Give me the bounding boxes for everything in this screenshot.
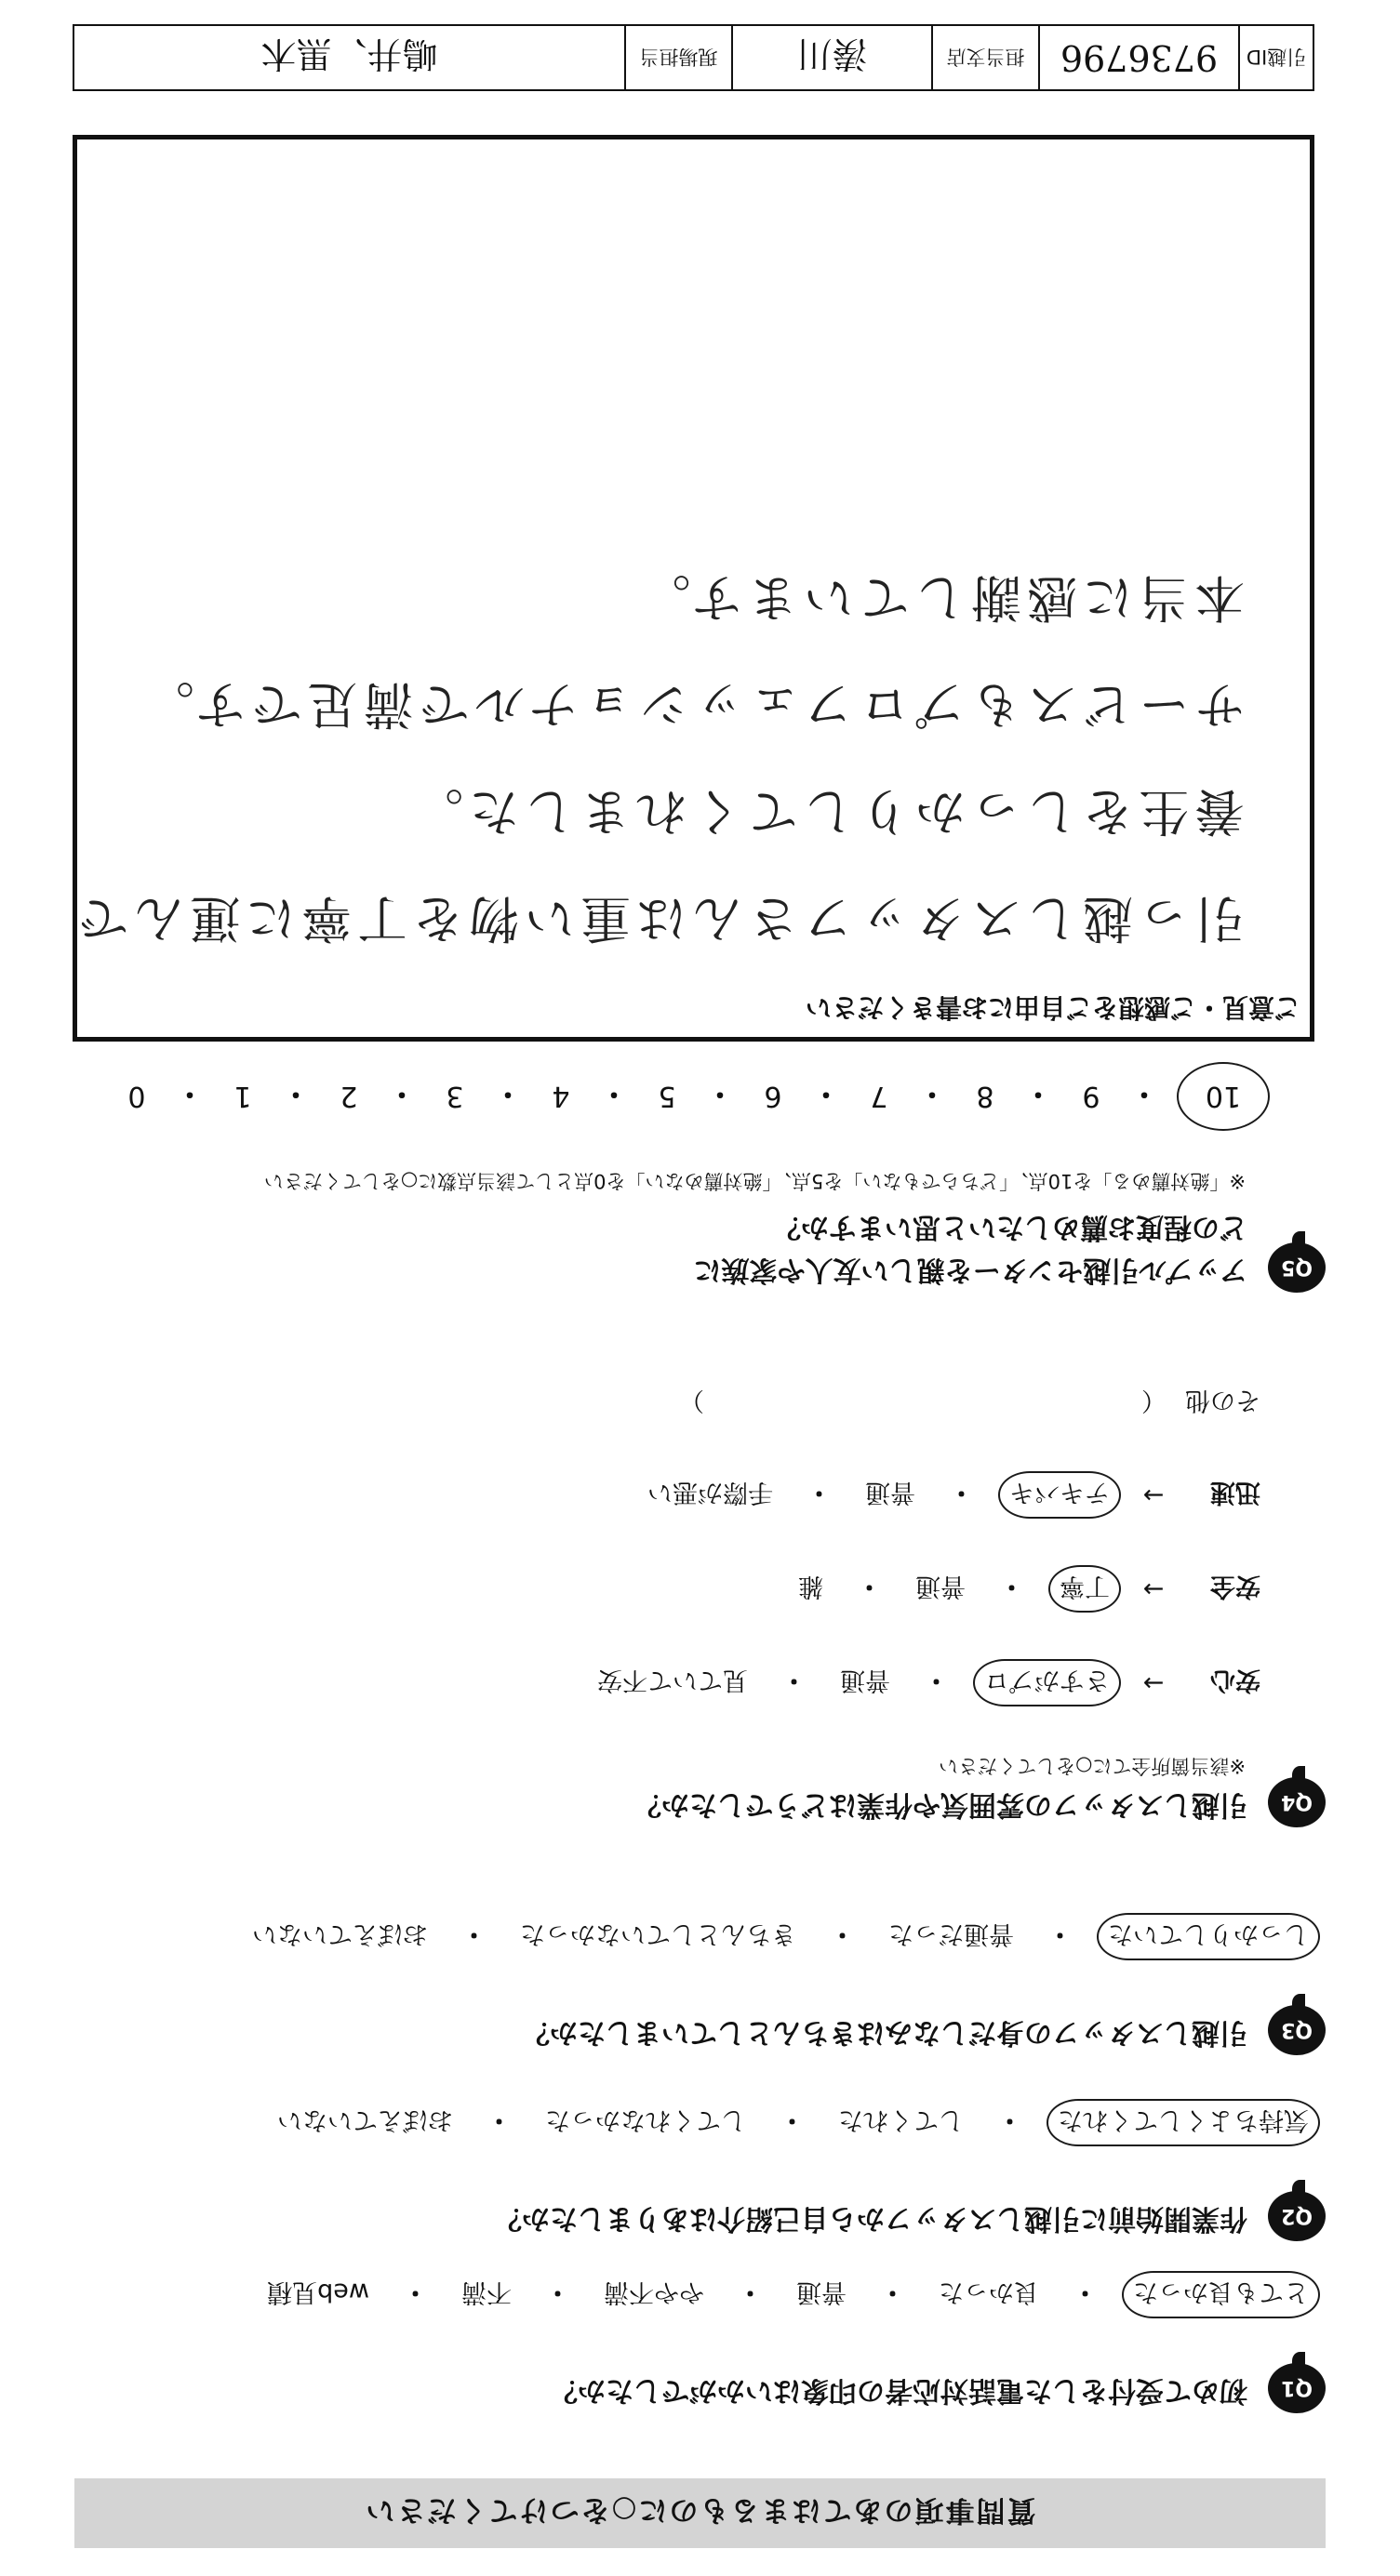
q5-text bbox=[694, 1205, 1248, 1291]
q4-option[interactable]: 普通 bbox=[915, 1572, 966, 1600]
id-value: 9736796 bbox=[1038, 26, 1238, 89]
score-option[interactable]: 0 bbox=[127, 1080, 146, 1113]
q4-option[interactable]: 普通 bbox=[840, 1666, 890, 1694]
q3-badge: Q3 bbox=[1268, 2005, 1326, 2055]
q3-option[interactable]: おぼえていない bbox=[252, 1919, 428, 1948]
id-label: 引越ID bbox=[1238, 26, 1313, 89]
comments-title: ご意見・ご感想をご自由にお書きください bbox=[805, 992, 1300, 1023]
score-option[interactable]: 3 bbox=[446, 1080, 464, 1113]
q4-option[interactable]: テキパキ bbox=[998, 1471, 1121, 1519]
score-option[interactable]: 7 bbox=[870, 1080, 888, 1113]
q4-option[interactable]: 雑 bbox=[798, 1572, 823, 1600]
score-option[interactable]: 10 bbox=[1177, 1062, 1270, 1131]
q1-badge: Q1 bbox=[1268, 2363, 1326, 2413]
arrow-right-icon: → bbox=[1142, 1574, 1165, 1603]
q5-text-line2: どの程度お薦めしたいと思いますか？ bbox=[773, 1211, 1247, 1243]
staff-label: 現場担当 bbox=[624, 26, 731, 89]
q1-option[interactable]: 良かった bbox=[939, 2277, 1039, 2306]
q2-option[interactable]: してくれた bbox=[838, 2105, 964, 2134]
id-row bbox=[73, 24, 1314, 91]
q2-text: 作業開始前に引越しスタッフから自己紹介はありましたか？ bbox=[494, 2202, 1247, 2235]
q4-option[interactable]: 丁寧 bbox=[1048, 1565, 1121, 1613]
q2-badge: Q2 bbox=[1268, 2191, 1326, 2241]
q4-row-jinsoku: 迅速 → テキパキ ・ 普通 ・ 手際が悪い bbox=[33, 1471, 1260, 1519]
q4-other-open: （ bbox=[1141, 1386, 1167, 1414]
score-option[interactable]: 1 bbox=[233, 1080, 252, 1113]
q1-option[interactable]: 不満 bbox=[461, 2277, 512, 2306]
q2-option[interactable]: してくれなかった bbox=[545, 2105, 746, 2134]
q4-other bbox=[33, 1385, 1260, 1421]
q5-scale: 10 ・ 9 ・ 8 ・ 7 ・ 6 ・ 5 ・ 4 ・ 3 ・ 2 ・ 1 ・ 0 bbox=[33, 1062, 1270, 1131]
q5-text-line1: アップル引越センターを親しい友人や家族に bbox=[693, 1254, 1247, 1286]
q4-option[interactable]: 手際が悪い bbox=[647, 1478, 773, 1507]
q2-options: 気持ちよくしてくれた ・ してくれた ・ してくれなかった ・ おぼえていない bbox=[33, 2099, 1320, 2146]
q4-option[interactable]: さすがプロ bbox=[973, 1659, 1121, 1706]
q4-note: ※該当箇所全てに○をしてください bbox=[939, 1755, 1246, 1777]
question-2 bbox=[33, 2099, 1326, 2241]
q1-options: とても良かった ・ 良かった ・ 普通 ・ やや不満 ・ 不満 ・ web見積 bbox=[33, 2271, 1320, 2318]
q4-row-label: 安全 bbox=[1210, 1572, 1260, 1600]
q4-other-label: その他 bbox=[1185, 1386, 1260, 1414]
q4-other-close: ） bbox=[679, 1386, 704, 1414]
comment-line: 引っ越しスタッフさんは重い物を丁寧に運んで bbox=[73, 889, 1245, 948]
score-option[interactable]: 4 bbox=[552, 1080, 570, 1113]
q5-badge: Q5 bbox=[1268, 1242, 1326, 1293]
q4-row-label: 迅速 bbox=[1210, 1478, 1260, 1507]
branch-value: 湊川 bbox=[731, 26, 931, 89]
staff-value: 嶋井、黒木 bbox=[260, 33, 438, 75]
q4-row-label: 安心 bbox=[1210, 1666, 1260, 1694]
q4-badge: Q4 bbox=[1268, 1777, 1326, 1827]
q1-option[interactable]: とても良かった bbox=[1122, 2271, 1320, 2318]
q2-option[interactable]: おぼえていない bbox=[277, 2105, 453, 2134]
score-option[interactable]: 9 bbox=[1082, 1080, 1100, 1113]
question-3 bbox=[33, 1913, 1326, 2055]
q3-option[interactable]: きちんとしていなかった bbox=[520, 1919, 796, 1948]
q1-option[interactable]: やや不満 bbox=[604, 2277, 704, 2306]
score-option[interactable]: 8 bbox=[976, 1080, 994, 1113]
question-5 bbox=[33, 1062, 1326, 1293]
score-option[interactable]: 5 bbox=[658, 1080, 676, 1113]
branch-label: 担当支店 bbox=[931, 26, 1038, 89]
q1-option[interactable]: 普通 bbox=[796, 2277, 847, 2306]
arrow-right-icon: → bbox=[1142, 1668, 1165, 1697]
q1-option[interactable]: web見積 bbox=[267, 2277, 369, 2306]
score-option[interactable]: 6 bbox=[764, 1080, 782, 1113]
comment-line: サービスもプロフェッショナルで満足です。 bbox=[138, 675, 1245, 734]
q4-row-anzen: 安全 → 丁寧 ・ 普通 ・ 雑 bbox=[33, 1565, 1260, 1613]
q4-text: 引越しスタッフの雰囲気や作業はどうでしたか？ bbox=[633, 1788, 1247, 1821]
q3-text: 引越しスタッフの身だしなみはきちんとしていましたか？ bbox=[522, 2016, 1247, 2049]
instructions-bar: 質問事項のあてはまるものに○をつけてください bbox=[74, 2478, 1326, 2548]
q3-option[interactable]: 普通だった bbox=[888, 1919, 1014, 1948]
comment-line: 本当に感謝しています。 bbox=[634, 568, 1245, 627]
score-option[interactable]: 2 bbox=[340, 1080, 358, 1113]
q2-option[interactable]: 気持ちよくしてくれた bbox=[1047, 2099, 1320, 2146]
question-1 bbox=[33, 2271, 1326, 2413]
arrow-right-icon: → bbox=[1142, 1481, 1165, 1509]
q4-option[interactable]: 普通 bbox=[865, 1478, 915, 1507]
q3-options: しっかりしていた ・ 普通だった ・ きちんとしていなかった ・ おぼえていない bbox=[33, 1913, 1320, 1960]
q4-row-anshin: 安心 → さすがプロ ・ 普通 ・ 見ていて不安 bbox=[33, 1659, 1260, 1706]
comments-box[interactable] bbox=[73, 135, 1314, 1042]
q5-note: ※「絶対薦める」を10点、「どちらでもない」を5点、「絶対薦めない」を0点として該当点数に○をしてください bbox=[263, 1170, 1246, 1192]
q1-text: 初めて受付をした電話対応者の印象はいかがでしたか？ bbox=[550, 2374, 1247, 2407]
comment-line: 養生をしっかりしてくれました。 bbox=[407, 782, 1245, 841]
question-4 bbox=[33, 1385, 1326, 1827]
q3-option[interactable]: しっかりしていた bbox=[1097, 1913, 1320, 1960]
q4-option[interactable]: 見ていて不安 bbox=[597, 1666, 748, 1694]
